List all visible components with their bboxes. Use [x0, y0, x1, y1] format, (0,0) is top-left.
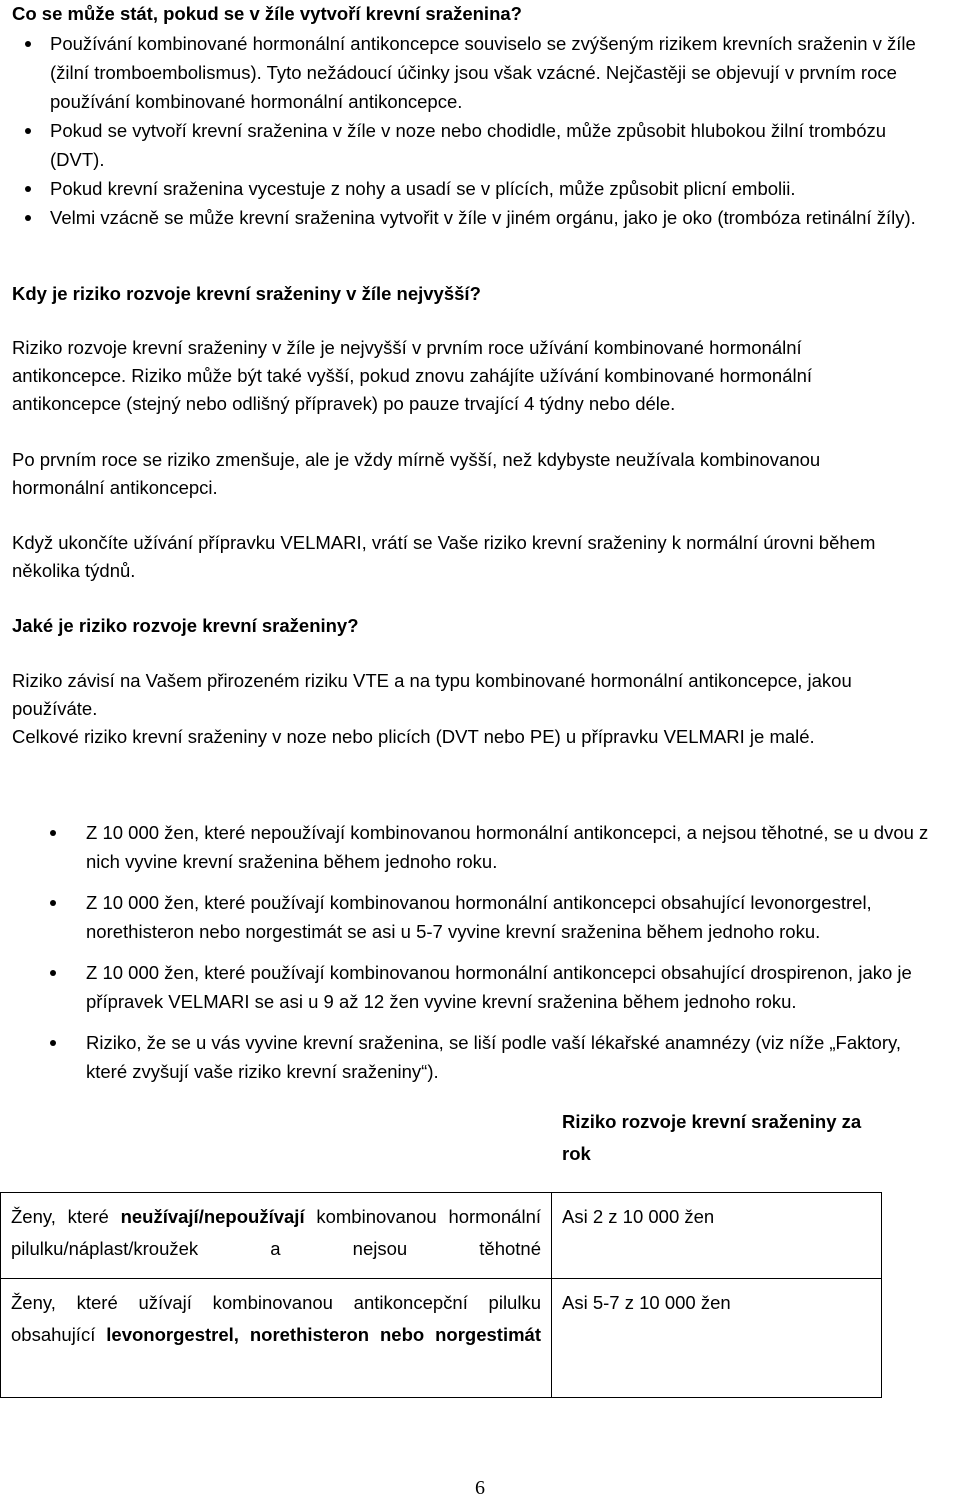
bullet-icon [25, 128, 31, 134]
bullet-icon [25, 186, 31, 192]
table-row-value: Asi 2 z 10 000 žen [562, 1206, 715, 1227]
list-item: Velmi vzácně se může krevní sraženina vytvořit v žíle v jiném orgánu, jako je oko (trombóza retinální žíly). [12, 203, 932, 232]
list-item: Z 10 000 žen, které používají kombinovanou hormonální antikoncepci obsahující levonorgestrel, norethisteron nebo norgestimát se asi u 5-7 vyvine krevní sraženina během jednoho roku. [42, 888, 932, 946]
page-number: 6 [475, 1477, 485, 1499]
heading-what-is-risk: Jaké je riziko rozvoje krevní sraženiny? [12, 615, 359, 636]
bullet-icon [50, 900, 56, 906]
table-row-label-cell [0, 1192, 552, 1279]
paragraph-after-first-year: Po prvním roce se riziko zmenšuje, ale je vždy mírně vyšší, než kdybyste neužívala kombinovanou hormonální antikoncepci. [12, 449, 821, 498]
bullet-icon [50, 970, 56, 976]
paragraph-overall-risk: Celkové riziko krevní sraženiny v noze nebo plicích (DVT nebo PE) u přípravku VELMARI je malé. [12, 726, 815, 747]
list-item: Používání kombinované hormonální antikoncepce souviselo se zvýšeným rizikem krevních sraženin v žíle (žilní tromboembolismus). Tyto nežádoucí účinky jsou však vzácné. Nejčastěji se objevují v prvním roce používání kombinované hormonální antikoncepce. [12, 29, 932, 116]
table-row-label-cell [0, 1278, 552, 1398]
table-row-value-cell [551, 1278, 882, 1398]
risk-figures-list [42, 818, 932, 1098]
heading-when-risk-highest: Kdy je riziko rozvoje krevní sraženiny v žíle nejvyšší? [12, 283, 481, 304]
heading-what-can-happen: Co se může stát, pokud se v žíle vytvoří krevní sraženina? [12, 3, 522, 24]
list-item: Pokud krevní sraženina vycestuje z nohy a usadí se v plících, může způsobit plicní embolii. [12, 174, 932, 203]
table-row-value: Asi 5-7 z 10 000 žen [562, 1292, 731, 1313]
list-item: Riziko, že se u vás vyvine krevní sraženina, se liší podle vaší lékařské anamnézy (viz níže „Faktory, které zvyšují vaše riziko krevní sraženiny“). [42, 1028, 932, 1086]
paragraph-stop-velmari: Když ukončíte užívání přípravku VELMARI, vrátí se Vaše riziko krevní sraženiny k normální úrovni během několika týdnů. [12, 532, 876, 581]
clot-effects-list [12, 29, 932, 232]
bullet-icon [50, 830, 56, 836]
table-header-cell [552, 1104, 882, 1192]
table-row-label: Ženy, které neužívají/nepoužívají kombinovanou hormonální pilulku/náplast/kroužek a nejsou těhotné [11, 1206, 541, 1259]
table-row-label: Ženy, které užívají kombinovanou antikoncepční pilulku obsahující levonorgestrel, norethisteron nebo norgestimát [11, 1292, 542, 1345]
list-item: Pokud se vytvoří krevní sraženina v žíle v noze nebo chodidle, může způsobit hlubokou žilní trombózu (DVT). [12, 116, 932, 174]
bullet-icon [25, 215, 31, 221]
bullet-icon [25, 41, 31, 47]
bullet-icon [50, 1040, 56, 1046]
list-item: Z 10 000 žen, které používají kombinovanou hormonální antikoncepci obsahující drospirenon, jako je přípravek VELMARI se asi u 9 až 12 žen vyvine krevní sraženina během jednoho roku. [42, 958, 932, 1016]
paragraph-risk-highest: Riziko rozvoje krevní sraženiny v žíle je nejvyšší v prvním roce užívání kombinované hormonální antikoncepce. Riziko může být také vyšší, pokud znovu zahájíte užívání kombinované hormonální antikoncepce (stejný nebo odlišný přípravek) po pauze trvající 4 týdny nebo déle. [12, 337, 813, 414]
table-header-label: Riziko rozvoje krevní sraženiny za rok [562, 1111, 862, 1164]
table-row-value-cell [551, 1192, 882, 1279]
paragraph-risk-depends: Riziko závisí na Vašem přirozeném riziku VTE a na typu kombinované hormonální antikoncepce, jakou používáte. [12, 670, 852, 719]
list-item: Z 10 000 žen, které nepoužívají kombinovanou hormonální antikoncepci, a nejsou těhotné, se u dvou z nich vyvine krevní sraženina během jednoho roku. [42, 818, 932, 876]
